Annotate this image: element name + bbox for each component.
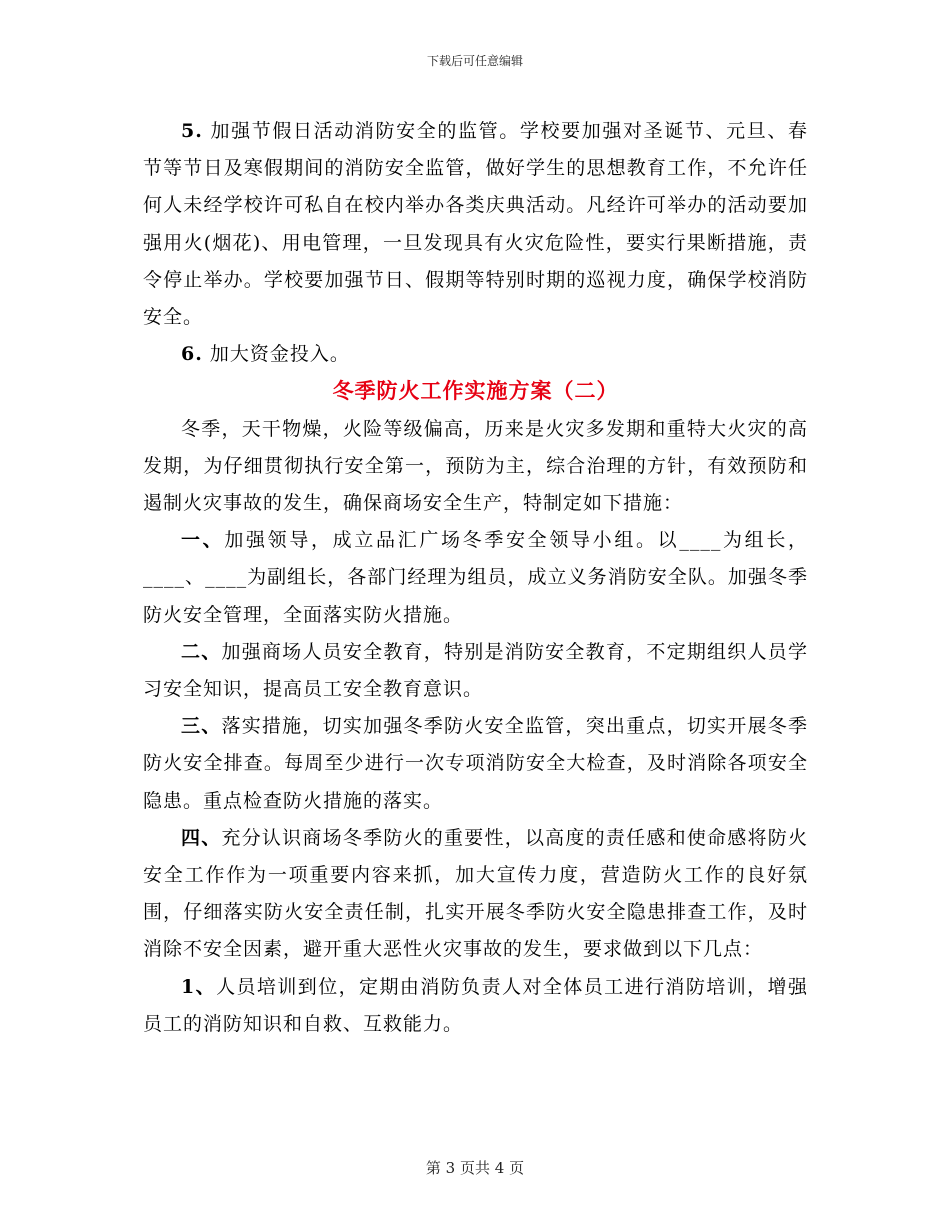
paragraph-section-6 [143,336,808,373]
item-4-number: 四、 [181,826,222,849]
section-6-text: 加大资金投入。 [202,343,350,366]
paragraph-item-1 [143,522,808,634]
item-4-text: 充分认识商场冬季防火的重要性，以高度的责任感和使命感将防火安全工作作为一项重要内容来抓，加大宣传力度，营造防火工作的良好氛围，仔细落实防火安全责任制，扎实开展冬季防火安全隐患排查工作，及时消除不安全因素，避开重大恶性火灾事故的发生，要求做到以下几点： [143,826,808,961]
page-footer: 第 3 页共 4 页 [425,1159,525,1177]
item-2-number: 二、 [181,640,222,663]
paragraph-section-5 [143,113,808,336]
page-header: 下载后可任意编辑 [426,54,523,68]
paragraph-item-3 [143,708,808,820]
point-1-number: 1、 [181,975,217,998]
item-2-text: 加强商场人员安全教育，特别是消防安全教育，不定期组织人员学习安全知识，提高员工安全教育意识。 [143,640,808,701]
item-3-text: 落实措施，切实加强冬季防火安全监管，突出重点，切实开展冬季防火安全排查。每周至少进行一次专项消防安全大检查，及时消除各项安全隐患。重点检查防火措施的落实。 [143,715,808,812]
paragraph-intro: 冬季，天干物燥，火险等级偏高，历来是火灾多发期和重特大火灾的高发期，为仔细贯彻执行安全第一，预防为主，综合治理的方针，有效预防和遏制火灾事故的发生，确保商场安全生产，特制定如下措施： [143,417,808,515]
section-6-number: 6. [181,343,203,366]
section-5-number: 5. [181,120,203,142]
document-title: 冬季防火工作实施方案（二） [332,379,619,404]
paragraph-point-1 [143,969,808,1043]
item-1-number: 一、 [181,529,225,552]
item-3-number: 三、 [181,715,222,738]
document-body [143,113,808,1043]
paragraph-item-2 [143,634,808,708]
paragraph-item-4 [143,820,808,969]
point-1-text: 人员培训到位，定期由消防负责人对全体员工进行消防培训，增强员工的消防知识和自救、互救能力。 [143,975,808,1035]
item-1-text: 加强领导，成立品汇广场冬季安全领导小组。以____为组长，____、____为副组长，各部门经理为组员，成立义务消防安全队。加强冬季防火安全管理，全面落实防火措施。 [143,529,808,626]
section-5-text: 加强节假日活动消防安全的监管。学校要加强对圣诞节、元旦、春节等节日及寒假期间的消防安全监管，做好学生的思想教育工作，不允许任何人未经学校许可私自在校内举办各类庆典活动。凡经许可举办的活动要加强用火(烟花)、用电管理，一旦发现具有火灾危险性，要实行果断措施，责令停止举办。学校要加强节日、假期等特别时期的巡视力度，确保学校消防安全。 [143,120,808,329]
